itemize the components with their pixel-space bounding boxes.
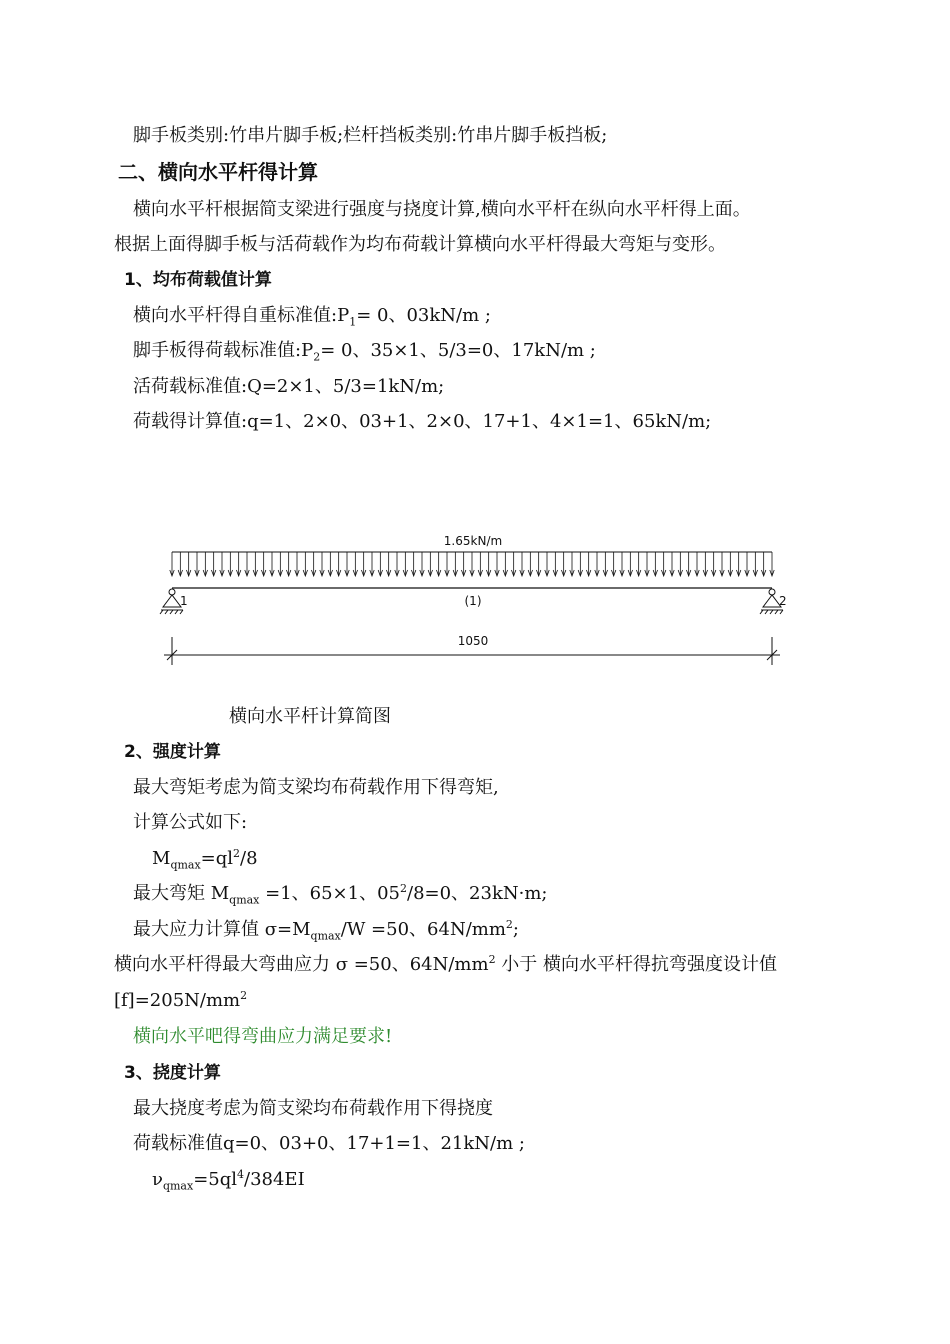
board-load-label: 脚手板得荷载标准值:P xyxy=(133,340,314,361)
node-1-label: 1 xyxy=(180,594,188,608)
max-stress-sub: qmax xyxy=(310,929,341,943)
max-moment-line xyxy=(133,882,547,906)
member-label: (1) xyxy=(464,594,482,608)
board-load-line xyxy=(133,339,596,363)
moment-sub: qmax xyxy=(170,858,201,872)
moment-expr: =ql xyxy=(200,848,234,869)
deflection-sup: 4 xyxy=(237,1168,245,1181)
moment-expr-end: /8 xyxy=(240,848,258,869)
strength-heading: 2、强度计算 xyxy=(124,742,221,762)
section-heading: 二、横向水平杆得计算 xyxy=(118,160,318,184)
section-paragraph-2: 根据上面得脚手板与活荷载作为均布荷载计算横向水平杆得最大弯矩与变形。 xyxy=(114,234,726,255)
max-moment-calc: =1、65×1、05 xyxy=(259,883,400,904)
deflection-formula xyxy=(152,1168,305,1192)
deflection-sub: qmax xyxy=(162,1179,194,1193)
section-paragraph-1: 横向水平杆根据简支梁进行强度与挠度计算,横向水平杆在纵向水平杆得上面。 xyxy=(133,199,751,220)
span-label: 1050 xyxy=(457,634,489,648)
live-load-line: 活荷载标准值:Q=2×1、5/3=1kN/m; xyxy=(133,376,445,397)
allowable-stress-sup: 2 xyxy=(240,989,248,1002)
comparison-rest: 小于 横向水平杆得抗弯强度设计值 xyxy=(495,954,778,975)
load-arrows xyxy=(170,552,774,576)
self-weight-line xyxy=(133,304,491,328)
strength-ok-message: 横向水平吧得弯曲应力满足要求! xyxy=(133,1026,393,1047)
max-stress-line xyxy=(133,918,519,942)
self-weight-label: 横向水平杆得自重标准值:P xyxy=(133,305,350,326)
allowable-stress-value: [f]=205N/mm xyxy=(114,990,241,1011)
load-heading: 1、均布荷载值计算 xyxy=(124,270,272,290)
strength-text-1: 最大弯矩考虑为简支梁均布荷载作用下得弯矩, xyxy=(133,777,499,798)
moment-sup: 2 xyxy=(233,847,241,860)
intro-text: 脚手板类别:竹串片脚手板;栏杆挡板类别:竹串片脚手板挡板; xyxy=(133,125,608,146)
allowable-stress-line xyxy=(114,989,247,1013)
self-weight-value: = 0、03kN/m ; xyxy=(356,305,491,326)
moment-symbol: M xyxy=(152,848,171,869)
deflection-heading: 3、挠度计算 xyxy=(124,1063,221,1083)
max-stress-label: 最大应力计算值 σ=M xyxy=(133,919,311,940)
diagram-caption: 横向水平杆计算简图 xyxy=(229,706,391,727)
max-moment-sup: 2 xyxy=(400,882,407,895)
max-moment-label: 最大弯矩 M xyxy=(133,883,230,904)
beam-diagram xyxy=(150,525,800,675)
self-weight-sub: 1 xyxy=(349,315,357,329)
design-load-line: 荷载得计算值:q=1、2×0、03+1、2×0、17+1、4×1=1、65kN/m; xyxy=(133,411,712,432)
max-stress-end: ; xyxy=(512,919,519,940)
load-label: 1.65kN/m xyxy=(443,534,503,548)
strength-text-2: 计算公式如下: xyxy=(133,812,248,833)
comparison-line xyxy=(114,953,777,977)
board-load-sub: 2 xyxy=(313,350,321,364)
comparison-sup: 2 xyxy=(488,953,496,966)
deflection-expr-end: /384EI xyxy=(244,1169,305,1190)
comparison-label: 横向水平杆得最大弯曲应力 σ =50、64N/mm xyxy=(114,954,489,975)
max-stress-calc: /W =50、64N/mm xyxy=(340,919,506,940)
deflection-text-2: 荷载标准值q=0、03+0、17+1=1、21kN/m ; xyxy=(133,1133,525,1154)
moment-formula xyxy=(152,847,258,871)
board-load-value: = 0、35×1、5/3=0、17kN/m ; xyxy=(320,340,596,361)
deflection-expr: =5ql xyxy=(193,1169,238,1190)
node-2-label: 2 xyxy=(779,594,787,608)
deflection-symbol: ν xyxy=(152,1169,163,1190)
max-moment-result: /8=0、23kN·m; xyxy=(407,883,548,904)
deflection-text-1: 最大挠度考虑为简支梁均布荷载作用下得挠度 xyxy=(133,1098,493,1119)
max-moment-sub: qmax xyxy=(229,893,260,907)
max-stress-sup: 2 xyxy=(505,918,513,931)
